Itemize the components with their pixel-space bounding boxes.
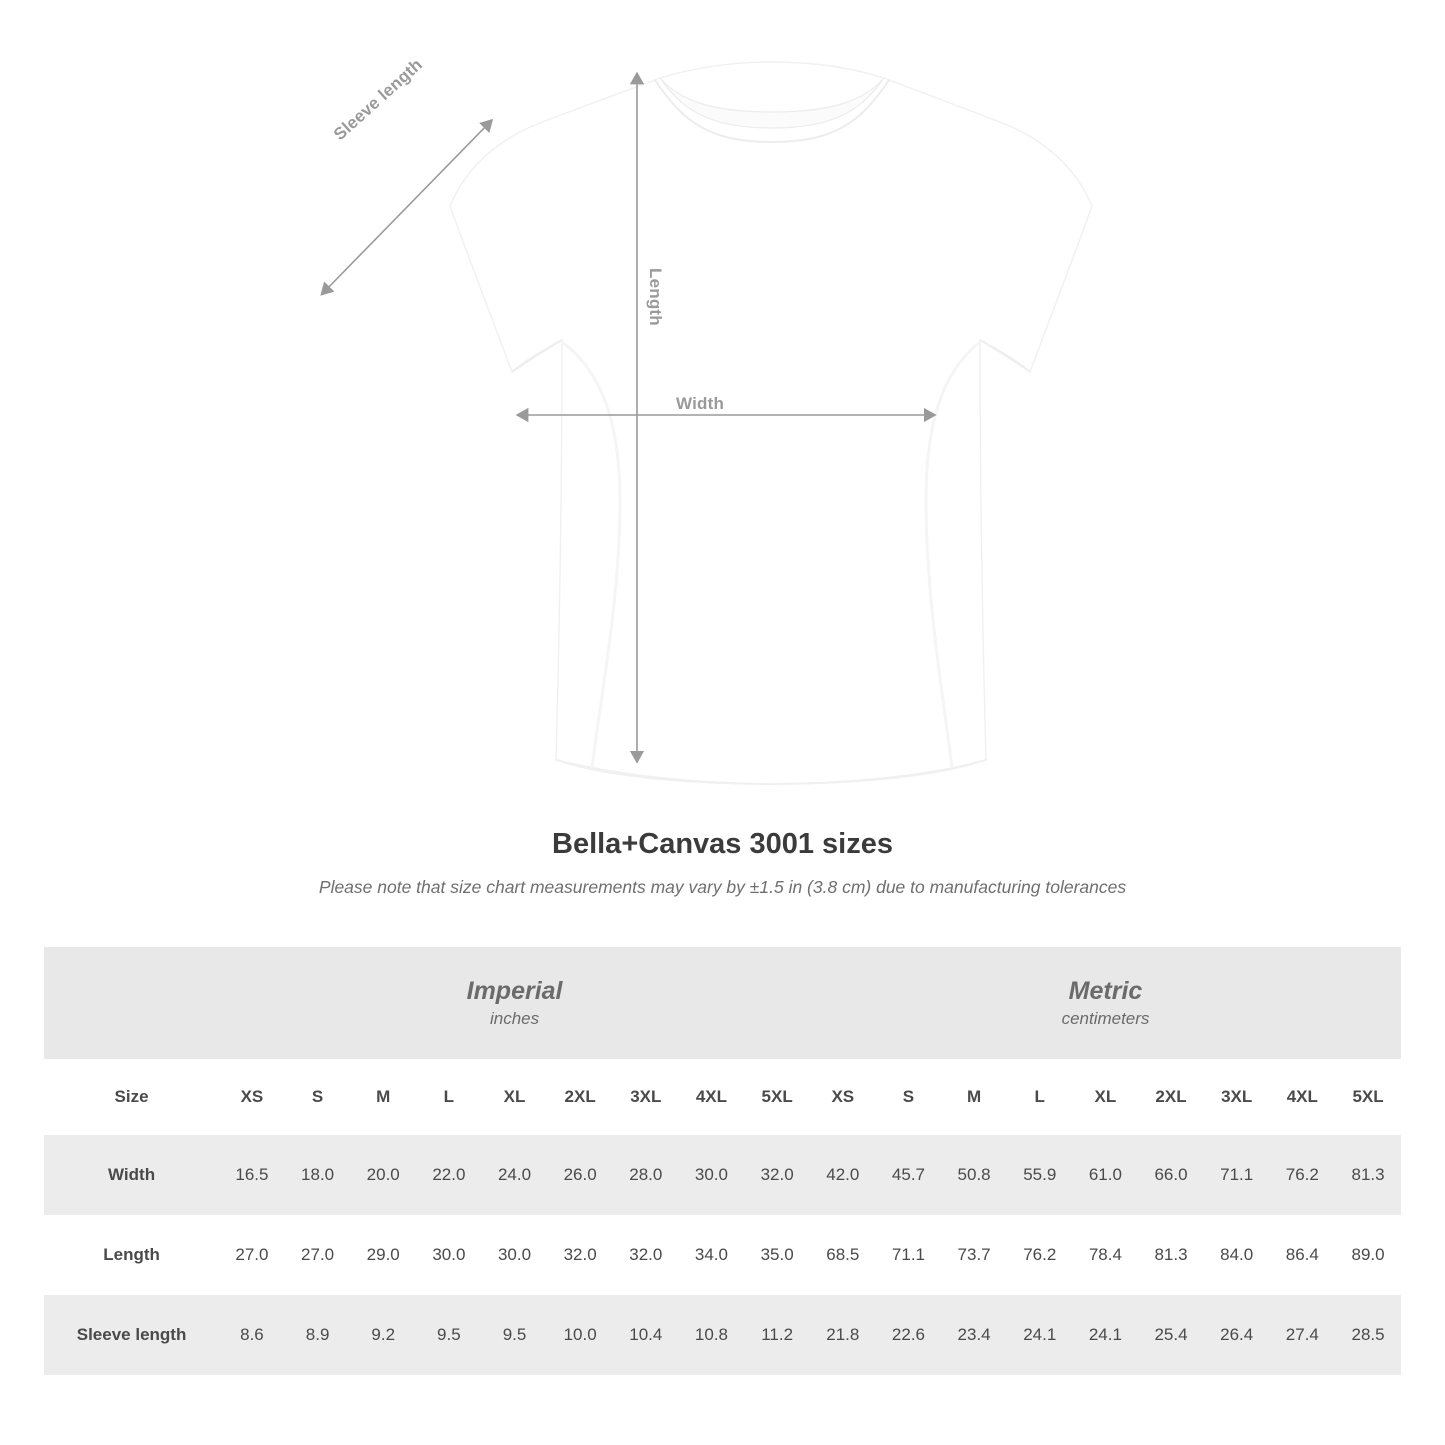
cell-length-6: 32.0 bbox=[613, 1215, 679, 1295]
cell-width-16: 76.2 bbox=[1269, 1135, 1335, 1215]
cell-width-1: 18.0 bbox=[285, 1135, 351, 1215]
row-label-width: Width bbox=[44, 1135, 219, 1215]
cell-width-2: 20.0 bbox=[350, 1135, 416, 1215]
cell-sleeve-11: 23.4 bbox=[941, 1295, 1007, 1375]
cell-length-0: 27.0 bbox=[219, 1215, 285, 1295]
cell-width-5: 26.0 bbox=[547, 1135, 613, 1215]
cell-sleeve-0: 8.6 bbox=[219, 1295, 285, 1375]
cell-sleeve-6: 10.4 bbox=[613, 1295, 679, 1375]
imperial-unit: inches bbox=[489, 1009, 540, 1029]
size-col-xl-metric: XL bbox=[1073, 1059, 1139, 1135]
size-row-label: Size bbox=[44, 1059, 219, 1135]
cell-width-4: 24.0 bbox=[482, 1135, 548, 1215]
cell-width-17: 81.3 bbox=[1335, 1135, 1401, 1215]
cell-length-1: 27.0 bbox=[285, 1215, 351, 1295]
size-col-4xl-imperial: 4XL bbox=[679, 1059, 745, 1135]
size-col-3xl-imperial: 3XL bbox=[613, 1059, 679, 1135]
cell-length-17: 89.0 bbox=[1335, 1215, 1401, 1295]
size-header-row bbox=[44, 1059, 1401, 1135]
cell-length-8: 35.0 bbox=[744, 1215, 810, 1295]
cell-sleeve-7: 10.8 bbox=[679, 1295, 745, 1375]
cell-length-11: 73.7 bbox=[941, 1215, 1007, 1295]
cell-sleeve-15: 26.4 bbox=[1204, 1295, 1270, 1375]
imperial-name: Imperial bbox=[466, 976, 563, 1005]
unit-header-spacer bbox=[44, 947, 219, 1059]
size-col-3xl-metric: 3XL bbox=[1204, 1059, 1270, 1135]
metric-unit: centimeters bbox=[1061, 1009, 1150, 1029]
cell-sleeve-13: 24.1 bbox=[1073, 1295, 1139, 1375]
cell-length-13: 78.4 bbox=[1073, 1215, 1139, 1295]
size-col-2xl-metric: 2XL bbox=[1138, 1059, 1204, 1135]
imperial-header bbox=[219, 947, 810, 1059]
cell-sleeve-14: 25.4 bbox=[1138, 1295, 1204, 1375]
cell-length-5: 32.0 bbox=[547, 1215, 613, 1295]
cell-width-15: 71.1 bbox=[1204, 1135, 1270, 1215]
table-row bbox=[44, 1295, 1401, 1375]
cell-sleeve-9: 21.8 bbox=[810, 1295, 876, 1375]
cell-width-8: 32.0 bbox=[744, 1135, 810, 1215]
cell-sleeve-4: 9.5 bbox=[482, 1295, 548, 1375]
metric-header bbox=[810, 947, 1401, 1059]
size-col-xs-imperial: XS bbox=[219, 1059, 285, 1135]
size-col-xs-metric: XS bbox=[810, 1059, 876, 1135]
cell-sleeve-12: 24.1 bbox=[1007, 1295, 1073, 1375]
cell-length-15: 84.0 bbox=[1204, 1215, 1270, 1295]
cell-length-12: 76.2 bbox=[1007, 1215, 1073, 1295]
cell-length-10: 71.1 bbox=[876, 1215, 942, 1295]
table-row bbox=[44, 1215, 1401, 1295]
size-col-xl-imperial: XL bbox=[482, 1059, 548, 1135]
size-col-5xl-metric: 5XL bbox=[1335, 1059, 1401, 1135]
size-col-s-imperial: S bbox=[285, 1059, 351, 1135]
width-label: Width bbox=[676, 394, 725, 413]
cell-width-9: 42.0 bbox=[810, 1135, 876, 1215]
cell-length-4: 30.0 bbox=[482, 1215, 548, 1295]
cell-width-14: 66.0 bbox=[1138, 1135, 1204, 1215]
unit-header-row bbox=[44, 947, 1401, 1059]
cell-width-6: 28.0 bbox=[613, 1135, 679, 1215]
cell-sleeve-10: 22.6 bbox=[876, 1295, 942, 1375]
cell-width-7: 30.0 bbox=[679, 1135, 745, 1215]
size-col-5xl-imperial: 5XL bbox=[744, 1059, 810, 1135]
cell-sleeve-1: 8.9 bbox=[285, 1295, 351, 1375]
cell-length-2: 29.0 bbox=[350, 1215, 416, 1295]
row-label-sleeve-length: Sleeve length bbox=[44, 1295, 219, 1375]
cell-sleeve-3: 9.5 bbox=[416, 1295, 482, 1375]
cell-sleeve-17: 28.5 bbox=[1335, 1295, 1401, 1375]
cell-width-11: 50.8 bbox=[941, 1135, 1007, 1215]
cell-length-3: 30.0 bbox=[416, 1215, 482, 1295]
cell-width-10: 45.7 bbox=[876, 1135, 942, 1215]
cell-sleeve-2: 9.2 bbox=[350, 1295, 416, 1375]
size-col-2xl-imperial: 2XL bbox=[547, 1059, 613, 1135]
cell-width-13: 61.0 bbox=[1073, 1135, 1139, 1215]
size-col-4xl-metric: 4XL bbox=[1269, 1059, 1335, 1135]
cell-sleeve-5: 10.0 bbox=[547, 1295, 613, 1375]
size-chart-table bbox=[44, 947, 1401, 1375]
size-col-s-metric: S bbox=[876, 1059, 942, 1135]
cell-length-7: 34.0 bbox=[679, 1215, 745, 1295]
cell-width-0: 16.5 bbox=[219, 1135, 285, 1215]
metric-name: Metric bbox=[1068, 976, 1143, 1005]
size-col-m-imperial: M bbox=[350, 1059, 416, 1135]
size-col-l-metric: L bbox=[1007, 1059, 1073, 1135]
cell-length-16: 86.4 bbox=[1269, 1215, 1335, 1295]
size-col-m-metric: M bbox=[941, 1059, 1007, 1135]
cell-length-9: 68.5 bbox=[810, 1215, 876, 1295]
cell-length-14: 81.3 bbox=[1138, 1215, 1204, 1295]
sleeve-length-label: Sleeve length bbox=[330, 54, 427, 145]
cell-width-3: 22.0 bbox=[416, 1135, 482, 1215]
table-row bbox=[44, 1135, 1401, 1215]
cell-sleeve-16: 27.4 bbox=[1269, 1295, 1335, 1375]
page-title: Bella+Canvas 3001 sizes bbox=[552, 828, 893, 860]
size-col-l-imperial: L bbox=[416, 1059, 482, 1135]
size-chart-table-wrap bbox=[44, 947, 1401, 1375]
cell-sleeve-8: 11.2 bbox=[744, 1295, 810, 1375]
tolerance-note: Please note that size chart measurements may vary by ±1.5 in (3.8 cm) due to manufacturing tolerances bbox=[318, 877, 1127, 897]
tshirt-shape bbox=[450, 62, 1092, 784]
row-label-length: Length bbox=[44, 1215, 219, 1295]
length-label: Length bbox=[646, 268, 665, 326]
cell-width-12: 55.9 bbox=[1007, 1135, 1073, 1215]
